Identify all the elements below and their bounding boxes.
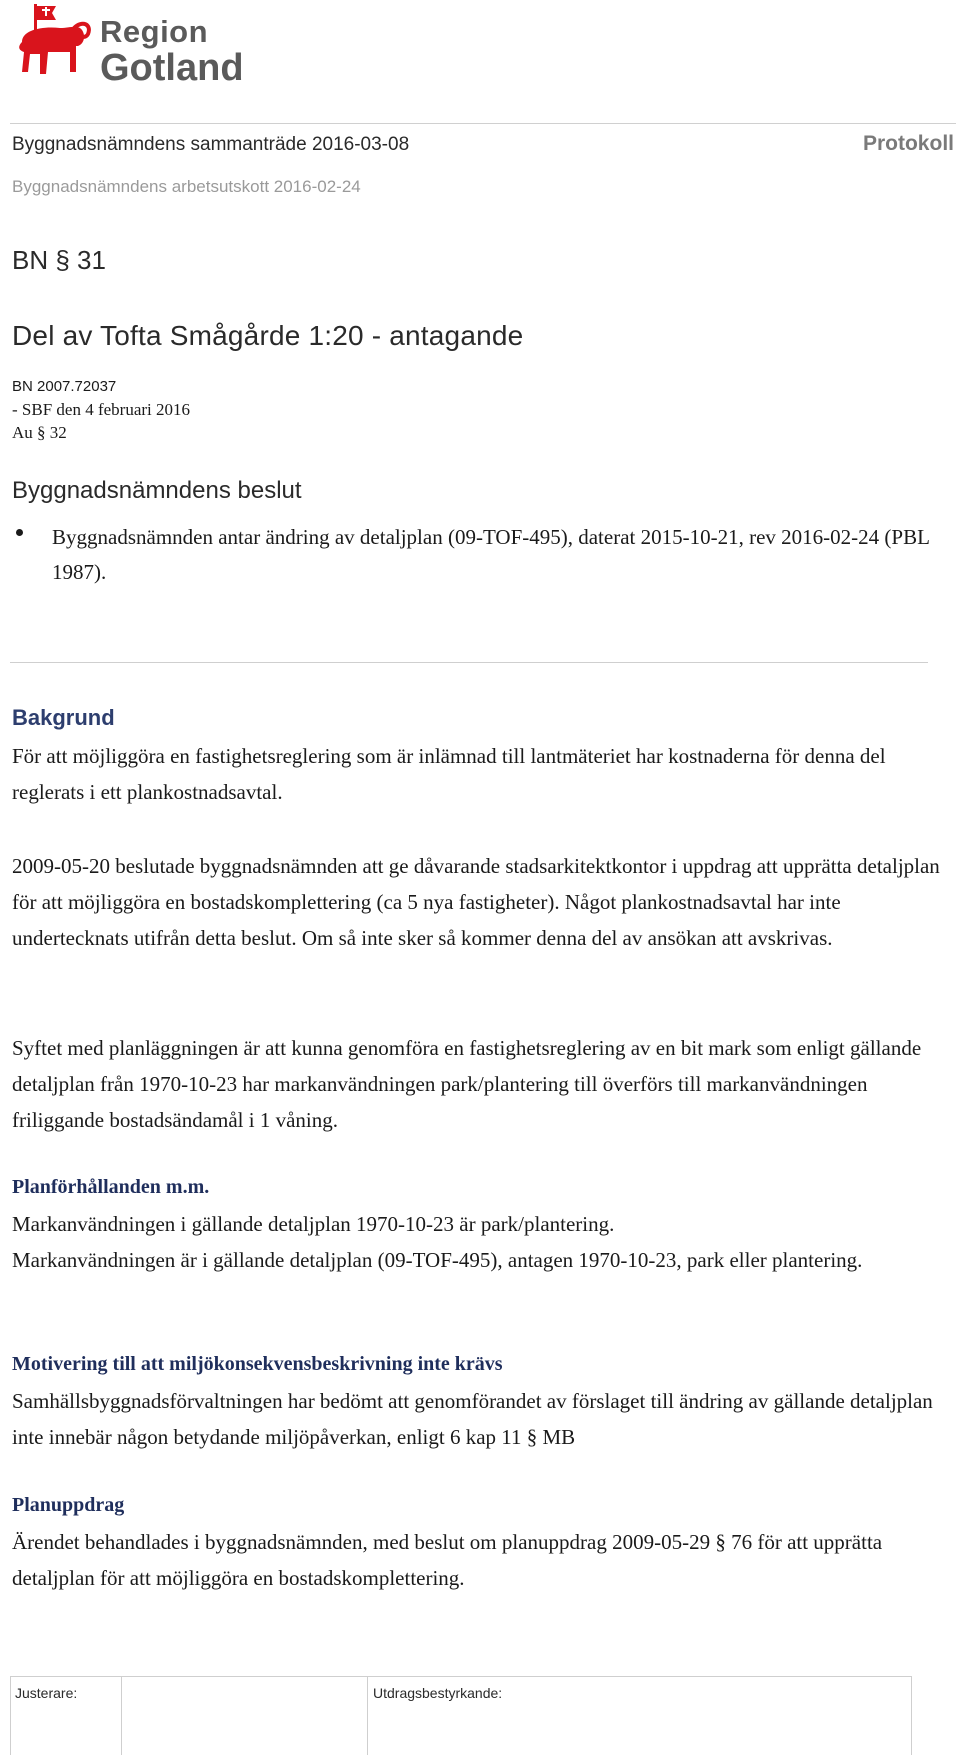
case-reference-sbf: - SBF den 4 februari 2016 [12,400,191,419]
bullet-icon [16,529,23,536]
decision-heading: Byggnadsnämndens beslut [12,477,302,504]
signature-table [10,1676,912,1755]
justerare-label: Justerare: [15,1685,78,1701]
ram-emblem-icon [12,2,92,90]
mkb-paragraph: Samhällsbyggnadsförvaltningen har bedömt att genomförandet av förslaget till ändring av gällande detaljplan inte innebär någon betydande miljöpåverkan, enligt 6 kap 11 § MB [12,1389,933,1449]
case-title: Del av Tofta Smågårde 1:20 - antagande [12,320,524,351]
plan-paragraph-1: Markanvändningen i gällande detaljplan 1970-10-23 är park/plantering. [12,1212,615,1236]
assignment-heading: Planuppdrag [12,1494,125,1516]
decision-item: Byggnadsnämnden antar ändring av detaljplan (09-TOF-495), daterat 2015-10-21, rev 2016-02-24 (PBL 1987). [52,525,930,584]
case-reference-number: BN 2007.72037 [12,378,117,395]
utdrag-label: Utdragsbestyrkande: [373,1685,503,1701]
plan-paragraph-2: Markanvändningen är i gällande detaljplan (09-TOF-495), antagen 1970-10-23, park eller plantering. [12,1248,863,1272]
mkb-heading: Motivering till att miljökonsekvensbeskrivning inte krävs [12,1353,503,1375]
case-reference-au: Au § 32 [12,423,67,442]
background-paragraph-1: För att möjliggöra en fastighetsreglering som är inlämnad till lantmäteriet har kostnaderna för denna del reglerats i ett plankostnadsavtal. [12,744,886,804]
signature-cell-justerare [123,1677,368,1755]
paragraph-number: BN § 31 [12,245,106,275]
region-gotland-logo [12,2,242,90]
plan-heading: Planförhållanden m.m. [12,1176,210,1198]
assignment-paragraph: Ärendet behandlades i byggnadsnämnden, med beslut om planuppdrag 2009-05-29 § 76 för att upprätta detaljplan för att möjliggöra en bostadskomplettering. [12,1530,883,1590]
header-divider [10,123,956,124]
background-heading: Bakgrund [12,705,115,730]
logo-line-region: Region [100,14,209,49]
section-divider [10,662,928,663]
document-type: Protokoll [862,132,954,155]
logo-line-gotland: Gotland [100,47,244,89]
committee-date: Byggnadsnämndens arbetsutskott 2016-02-24 [12,177,361,196]
background-paragraph-3: Syftet med planläggningen är att kunna genomföra en fastighetsreglering av en bit mark som enligt gällande detaljplan från 1970-10-23 har markanvändningen park/plantering till överförs till markanvändningen friliggande bostadsändamål i 1 våning. [12,1036,922,1132]
meeting-title: Byggnadsnämndens sammanträde 2016-03-08 [12,134,410,155]
background-paragraph-2: 2009-05-20 beslutade byggnadsnämnden att ge dåvarande stadsarkitektkontor i uppdrag att upprätta detaljplan för att möjliggöra en bostadskomplettering (ca 5 nya fastigheter). Något plankostnadsavtal har inte undertecknats utifrån detta beslut. Om så inte sker så kommer denna del av ansökan att avskrivas. [12,854,940,950]
logo-wordmark [100,16,244,87]
